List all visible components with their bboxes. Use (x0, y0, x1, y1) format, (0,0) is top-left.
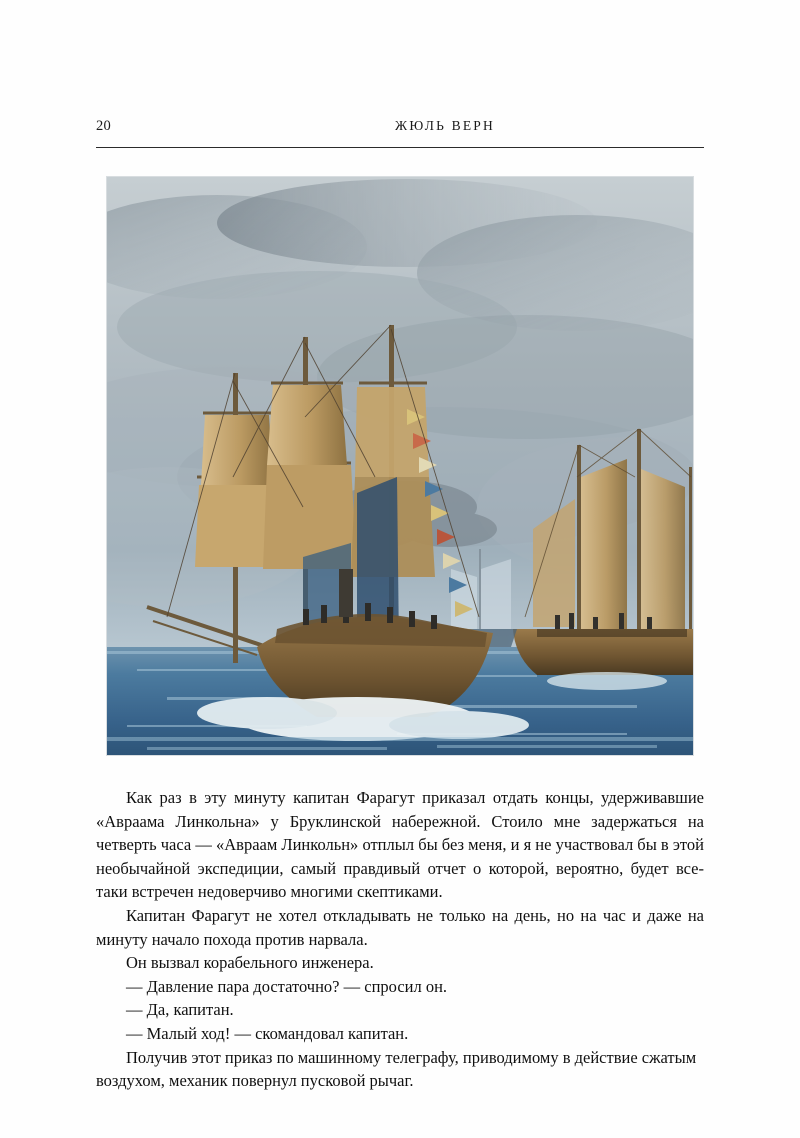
illustration-artwork (107, 177, 693, 755)
running-head (96, 118, 704, 146)
paragraph: Он вызвал корабельного инженера. (126, 953, 374, 973)
dialogue-line: — Давление пара достаточно? — спросил он. (126, 976, 448, 996)
paragraph: Капитан Фарагут не хотел откладывать не только на день, но на час и даже на минуту начало похода против нарвала. (96, 905, 704, 949)
paragraph: Получив этот приказ по машинному телеграфу, приводимому в действие сжатым воздухом, механик повернул пусковой рычаг. (96, 1047, 697, 1091)
dialogue-line: — Малый ход! — скомандовал капитан. (126, 1023, 409, 1043)
header-divider (96, 147, 704, 148)
page-number: 20 (96, 118, 112, 134)
dialogue-line: — Да, капитан. (126, 1000, 234, 1020)
illustration (107, 177, 693, 755)
body-text (96, 786, 704, 1093)
paragraph: Как раз в эту минуту капитан Фарагут приказал отдать концы, удерживавшие «Авраама Линкольна» у Бруклинской набережной. Стоило мне задержаться на четверть часа — «Авраам Линкольн» отплыл бы без меня, и я не участвовал бы в этой необычайной экспедиции, самый правдивый отчет о которой, вероятно, будет все-таки встречен недоверчиво многими скептиками. (96, 788, 704, 902)
running-title: ЖЮЛЬ ВЕРН (395, 118, 495, 133)
